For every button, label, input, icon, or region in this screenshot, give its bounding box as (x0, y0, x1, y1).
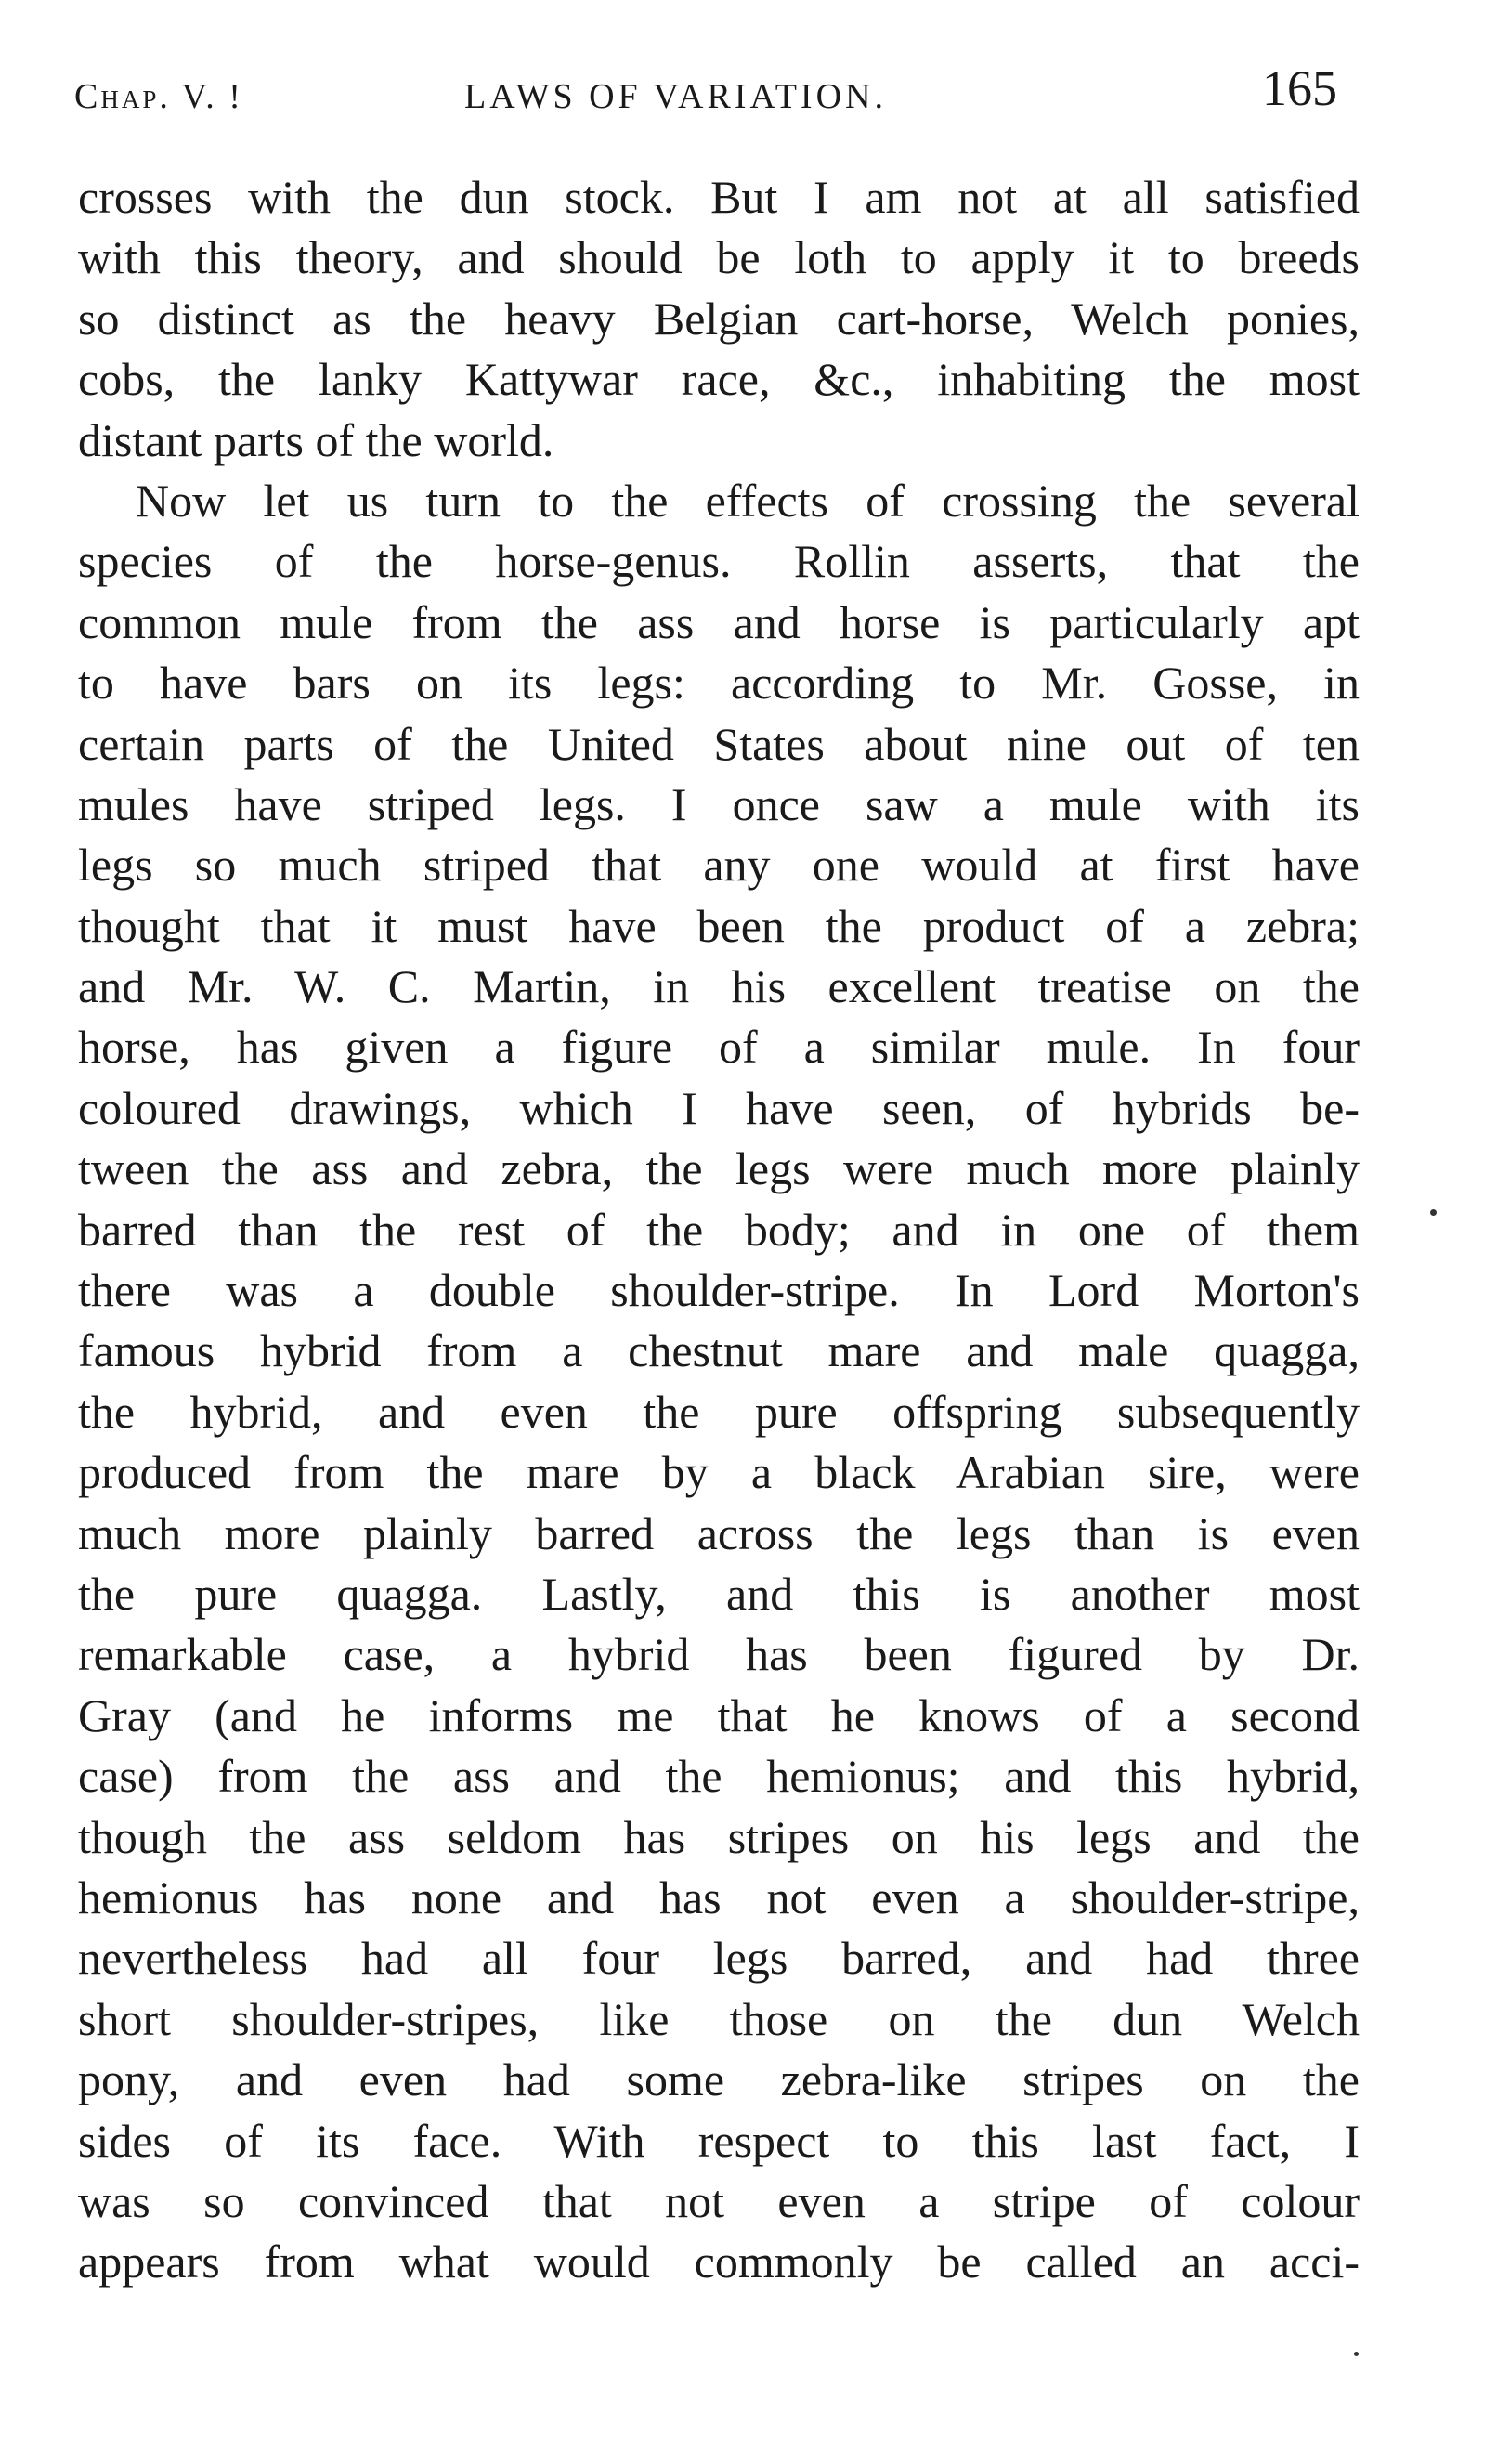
text-line: produced from the mare by a black Arabian sire, were (78, 1446, 1360, 1499)
page-number: 165 (1262, 60, 1337, 116)
running-head (74, 56, 1337, 130)
ink-speck (1354, 2352, 1359, 2356)
paragraph-start-line: Now let us turn to the effects of crossing the several (136, 474, 1360, 527)
text-line: sides of its face. With respect to this last fact, I (78, 2114, 1360, 2167)
text-line: the pure quagga. Lastly, and this is another most (78, 1567, 1360, 1620)
text-line: appears from what would commonly be called an acci- (78, 2236, 1360, 2288)
text-line: certain parts of the United States about nine out of ten (78, 717, 1360, 770)
text-line: coloured drawings, which I have seen, of hybrids be- (78, 1081, 1360, 1134)
text-line: and Mr. W. C. Martin, in his excellent treatise on the (78, 960, 1360, 1013)
text-line: cobs, the lanky Kattywar race, &c., inhabiting the most (78, 353, 1360, 406)
text-line: the hybrid, and even the pure offspring subsequently (78, 1385, 1360, 1438)
text-line: species of the horse-genus. Rollin asserts, that the (78, 535, 1360, 588)
text-line: pony, and even had some zebra-like stripes on the (78, 2053, 1360, 2106)
text-line: famous hybrid from a chestnut mare and male quagga, (78, 1324, 1360, 1377)
text-line: mules have striped legs. I once saw a mule with its (78, 777, 1360, 830)
body-text (78, 167, 1360, 2293)
text-line: thought that it must have been the product of a zebra; (78, 899, 1360, 952)
text-line: Gray (and he informs me that he knows of a second (78, 1688, 1360, 1741)
text-line: with this theory, and should be loth to apply it to breeds (78, 231, 1360, 284)
text-line: legs so much striped that any one would at first have (78, 839, 1360, 892)
text-line: case) from the ass and the hemionus; and this hybrid, (78, 1750, 1360, 1803)
text-line: common mule from the ass and horse is particularly apt (78, 595, 1360, 648)
text-line: to have bars on its legs: according to Mr. Gosse, in (78, 657, 1360, 710)
text-line: horse, has given a figure of a similar mule. In four (78, 1021, 1360, 1074)
text-line: nevertheless had all four legs barred, and had three (78, 1932, 1360, 1985)
text-line: distant parts of the world. (78, 413, 554, 466)
text-line: barred than the rest of the body; and in one of them (78, 1203, 1360, 1256)
running-title: LAWS OF VARIATION. (464, 77, 887, 116)
text-line: short shoulder-stripes, like those on the dun Welch (78, 1992, 1360, 2045)
text-line: there was a double shoulder-stripe. In Lord Morton's (78, 1264, 1360, 1317)
text-line: so distinct as the heavy Belgian cart-horse, Welch ponies, (78, 292, 1360, 345)
text-line: crosses with the dun stock. But I am not at all satisfied (78, 171, 1360, 223)
text-line: remarkable case, a hybrid has been figured by Dr. (78, 1628, 1360, 1681)
ink-speck (1430, 1209, 1437, 1216)
text-line: hemionus has none and has not even a shoulder-stripe, (78, 1871, 1360, 1923)
text-line: though the ass seldom has stripes on his legs and the (78, 1810, 1360, 1863)
text-line: was so convinced that not even a stripe of colour (78, 2174, 1360, 2227)
text-line: much more plainly barred across the legs than is even (78, 1506, 1360, 1559)
text-line: tween the ass and zebra, the legs were much more plainly (78, 1142, 1360, 1195)
chapter-label: Chap. V. ! (74, 77, 243, 116)
